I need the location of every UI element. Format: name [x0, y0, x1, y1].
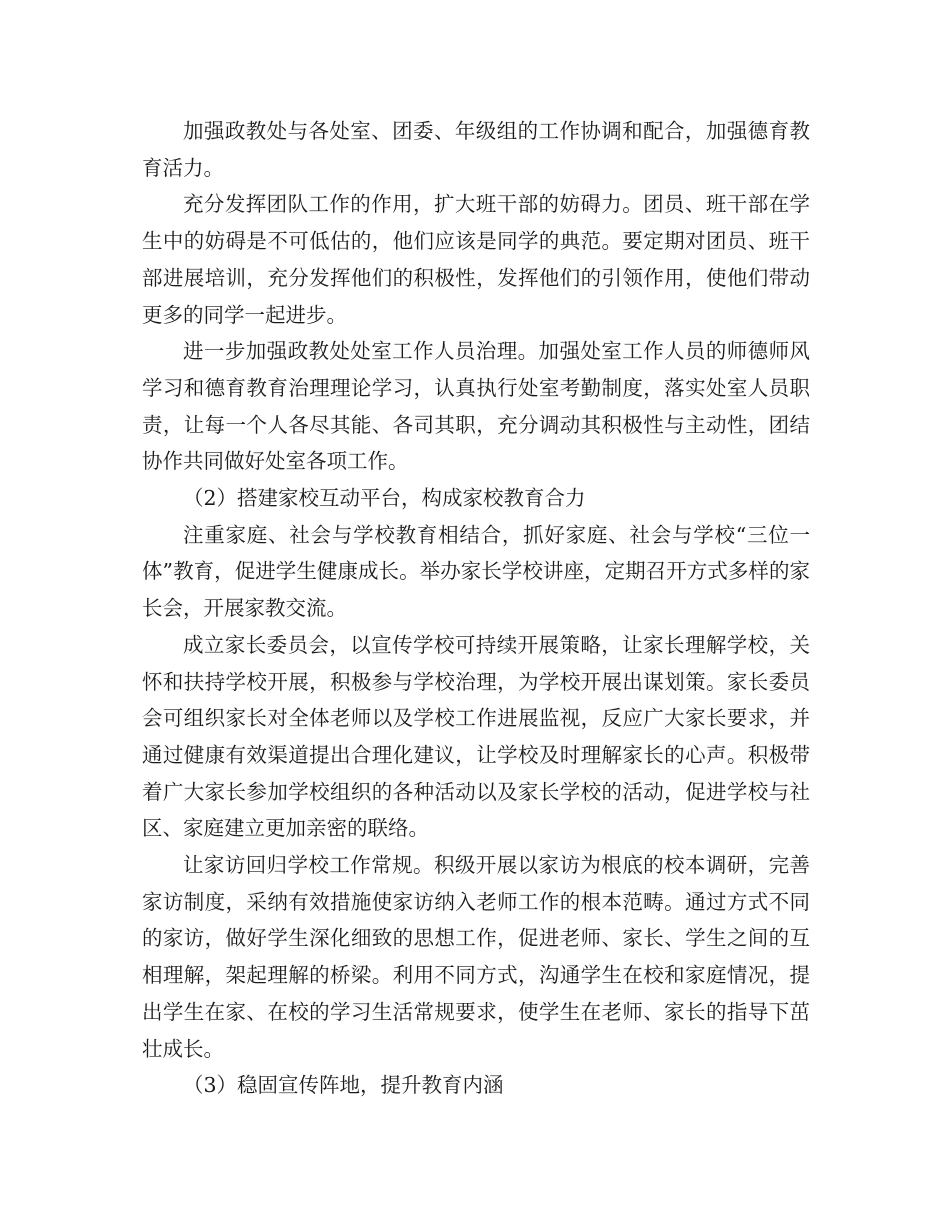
- section-heading-publicity: （3）稳固宣传阵地，提升教育内涵: [183, 1073, 504, 1098]
- paragraph-team-role: 充分发挥团队工作的作用，扩大班干部的妨碍力。团员、班干部在学生中的妨碍是不可低估的，他们应该是同学的典范。要定期对团员、班干部进展培训，充分发挥他们的积极性，发挥他们的引领作用，使他们带动更多的同学一起进步。: [142, 192, 810, 327]
- paragraph-family-education: 注重家庭、社会与学校教育相结合，抓好家庭、社会与学校“三位一体”教育，促进学生健康成长。举办家长学校讲座，定期召开方式多样的家长会，开展家教交流。: [142, 522, 810, 621]
- paragraph-parent-committee: 成立家长委员会，以宣传学校可持续开展策略，让家长理解学校，关怀和扶持学校开展，积极参与学校治理，为学校开展出谋划策。家长委员会可组织家长对全体老师以及学校工作进展监视，反应广大家长要求，并通过健康有效渠道提出合理化建议，让学校及时理解家长的心声。积极带着广大家长参加学校组织的各种活动以及家长学校的活动，促进学校与社区、家庭建立更加亲密的联络。: [142, 632, 810, 841]
- document-body: [142, 113, 810, 1104]
- section-heading-home-school: （2）搭建家校互动平台，构成家校教育合力: [183, 486, 586, 511]
- paragraph-staff-management: 进一步加强政教处处室工作人员治理。加强处室工作人员的师德师风学习和德育教育治理理论学习，认真执行处室考勤制度，落实处室人员职责，让每一个人各尽其能、各司其职，充分调动其积极性与主动性，团结协作共同做好处室各项工作。: [142, 339, 810, 474]
- paragraph-coordination: 加强政教处与各处室、团委、年级组的工作协调和配合，加强德育教育活力。: [142, 119, 810, 180]
- paragraph-home-visits: 让家访回归学校工作常规。积级开展以家访为根底的校本调研，完善家访制度，采纳有效措施使家访纳入老师工作的根本范畴。通过方式不同的家访，做好学生深化细致的思想工作，促进老师、家长、学生之间的互相理解，架起理解的桥梁。利用不同方式，沟通学生在校和家庭情况，提出学生在家、在校的学习生活常规要求，使学生在老师、家长的指导下茁壮成长。: [142, 853, 810, 1061]
